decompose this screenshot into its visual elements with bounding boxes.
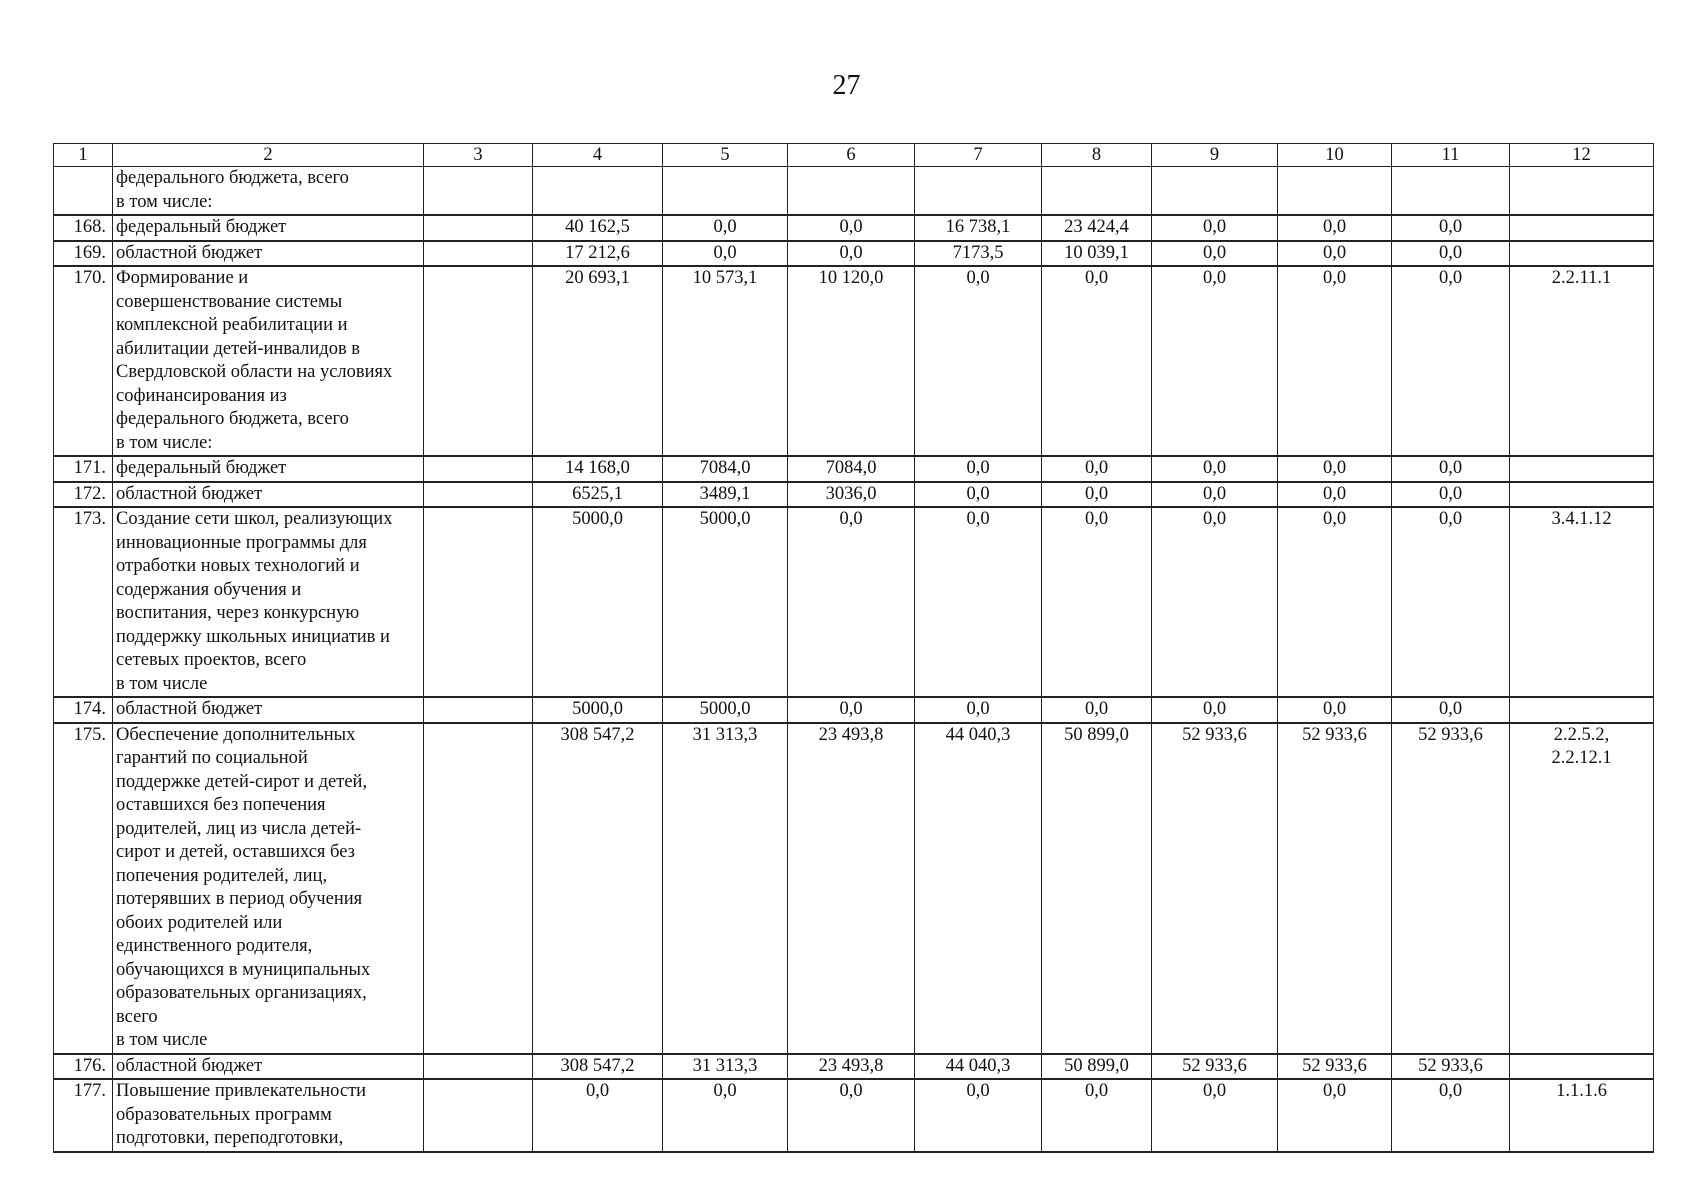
row-value: 10 573,1 [663,266,788,456]
row-value: 0,0 [915,266,1042,456]
row-code [1510,241,1654,267]
column-header: 1 [54,144,113,167]
row-description: областной бюджет [113,482,424,508]
row-value: 0,0 [788,697,915,723]
table-row [54,215,1654,241]
row-value: 17 212,6 [533,241,663,267]
row-value: 0,0 [788,241,915,267]
row-value: 0,0 [663,241,788,267]
row-value: 0,0 [1278,241,1392,267]
row-number: 177. [54,1079,113,1152]
row-value: 50 899,0 [1042,723,1152,1054]
row-value: 5000,0 [663,697,788,723]
row-value: 0,0 [1278,456,1392,482]
row-value: 52 933,6 [1392,723,1510,1054]
row-value: 7173,5 [915,241,1042,267]
row-value: 5000,0 [533,507,663,697]
row-value: 50 899,0 [1042,1054,1152,1080]
row-value: 20 693,1 [533,266,663,456]
row-value: 0,0 [1152,215,1278,241]
row-column-3 [424,1054,533,1080]
row-value: 0,0 [1152,507,1278,697]
row-number: 171. [54,456,113,482]
column-header: 2 [113,144,424,167]
page-number: 27 [832,70,861,101]
row-value: 0,0 [788,215,915,241]
row-value: 7084,0 [788,456,915,482]
row-description: Обеспечение дополнительных гарантий по социальной поддержке детей-сирот и детей, оставшихся без попечения родителей, лиц из числа детей- сирот и детей, оставшихся без попечения родителей, лиц, потерявших в период обучения обоих родителей или единственного родителя, обучающихся в муниципальных образовательных организациях, всего в том числе [113,723,424,1054]
row-value: 40 162,5 [533,215,663,241]
column-header: 11 [1392,144,1510,167]
row-value: 0,0 [1278,482,1392,508]
row-value: 0,0 [1392,456,1510,482]
row-value: 0,0 [788,1079,915,1152]
row-value: 0,0 [1392,266,1510,456]
row-value: 0,0 [1152,482,1278,508]
row-value: 0,0 [663,1079,788,1152]
row-value: 52 933,6 [1392,1054,1510,1080]
row-column-3 [424,723,533,1054]
table-row [54,266,1654,456]
column-header: 10 [1278,144,1392,167]
row-code [1510,482,1654,508]
row-column-3 [424,482,533,508]
table-row [54,167,1654,216]
row-value: 0,0 [533,1079,663,1152]
row-description: областной бюджет [113,241,424,267]
row-description: Повышение привлекательности образовательных программ подготовки, переподготовки, [113,1079,424,1152]
row-value: 0,0 [1392,482,1510,508]
row-column-3 [424,266,533,456]
row-value: 0,0 [1042,266,1152,456]
column-number-row [54,144,1654,167]
row-description: федеральный бюджет [113,215,424,241]
row-value [1278,167,1392,216]
row-value: 3489,1 [663,482,788,508]
row-value: 23 493,8 [788,1054,915,1080]
row-value: 23 493,8 [788,723,915,1054]
row-value: 52 933,6 [1278,1054,1392,1080]
row-value [533,167,663,216]
column-header: 7 [915,144,1042,167]
row-number: 170. [54,266,113,456]
table-row [54,241,1654,267]
row-description: Создание сети школ, реализующих инновационные программы для отработки новых технологий и содержания обучения и воспитания, через конкурсную поддержку школьных инициатив и сетевых проектов, всего в том числе [113,507,424,697]
row-value: 5000,0 [533,697,663,723]
row-code: 1.1.1.6 [1510,1079,1654,1152]
row-column-3 [424,1079,533,1152]
row-value: 0,0 [1042,482,1152,508]
column-header: 4 [533,144,663,167]
row-description: федеральный бюджет [113,456,424,482]
row-number: 176. [54,1054,113,1080]
table-row [54,482,1654,508]
row-value: 0,0 [1042,697,1152,723]
row-column-3 [424,507,533,697]
row-value: 52 933,6 [1152,723,1278,1054]
row-value: 0,0 [1278,266,1392,456]
row-value: 0,0 [915,507,1042,697]
row-value: 7084,0 [663,456,788,482]
row-value: 5000,0 [663,507,788,697]
row-value [663,167,788,216]
row-value: 3036,0 [788,482,915,508]
row-value: 0,0 [1392,241,1510,267]
table-body [54,167,1654,1152]
table-row [54,507,1654,697]
row-column-3 [424,456,533,482]
column-header: 12 [1510,144,1654,167]
row-code: 2.2.11.1 [1510,266,1654,456]
table-row [54,1054,1654,1080]
row-value: 52 933,6 [1152,1054,1278,1080]
row-value: 0,0 [915,456,1042,482]
table-row [54,1079,1654,1152]
column-header: 3 [424,144,533,167]
row-value: 44 040,3 [915,723,1042,1054]
row-value: 0,0 [1042,1079,1152,1152]
column-header: 6 [788,144,915,167]
row-value: 0,0 [1042,456,1152,482]
row-column-3 [424,697,533,723]
row-value: 0,0 [1152,456,1278,482]
row-description: Формирование и совершенствование системы комплексной реабилитации и абилитации детей-инвалидов в Свердловской области на условиях софинансирования из федерального бюджета, всего в том числе: [113,266,424,456]
row-code [1510,697,1654,723]
row-column-3 [424,215,533,241]
row-value: 23 424,4 [1042,215,1152,241]
table-row [54,456,1654,482]
table-row [54,723,1654,1054]
column-header: 8 [1042,144,1152,167]
column-header: 5 [663,144,788,167]
row-value: 6525,1 [533,482,663,508]
row-number: 168. [54,215,113,241]
row-value: 0,0 [1042,507,1152,697]
row-value: 16 738,1 [915,215,1042,241]
row-value: 0,0 [1392,697,1510,723]
row-value: 10 120,0 [788,266,915,456]
row-value: 0,0 [1152,241,1278,267]
row-value: 0,0 [1278,507,1392,697]
row-column-3 [424,167,533,216]
row-value: 0,0 [1152,266,1278,456]
table-row [54,697,1654,723]
row-value: 14 168,0 [533,456,663,482]
row-value: 0,0 [1278,1079,1392,1152]
row-value: 308 547,2 [533,723,663,1054]
row-value: 52 933,6 [1278,723,1392,1054]
column-header: 9 [1152,144,1278,167]
row-value: 0,0 [1278,697,1392,723]
row-value [1392,167,1510,216]
row-value: 0,0 [1392,507,1510,697]
row-value: 0,0 [915,697,1042,723]
row-value: 0,0 [788,507,915,697]
row-value: 0,0 [915,482,1042,508]
row-value [1042,167,1152,216]
row-value: 31 313,3 [663,723,788,1054]
row-description: областной бюджет [113,697,424,723]
row-value: 10 039,1 [1042,241,1152,267]
row-code: 2.2.5.2, 2.2.12.1 [1510,723,1654,1054]
row-number: 172. [54,482,113,508]
row-value: 0,0 [915,1079,1042,1152]
row-value [915,167,1042,216]
row-number: 175. [54,723,113,1054]
row-value [1152,167,1278,216]
row-column-3 [424,241,533,267]
row-number: 173. [54,507,113,697]
budget-table [53,143,1654,1153]
row-number: 174. [54,697,113,723]
row-number [54,167,113,216]
row-value: 0,0 [1392,1079,1510,1152]
row-description: федерального бюджета, всего в том числе: [113,167,424,216]
row-value: 0,0 [1278,215,1392,241]
row-code [1510,456,1654,482]
row-value: 308 547,2 [533,1054,663,1080]
row-value: 0,0 [1392,215,1510,241]
row-value: 0,0 [1152,1079,1278,1152]
row-number: 169. [54,241,113,267]
row-value: 31 313,3 [663,1054,788,1080]
row-code [1510,167,1654,216]
row-code: 3.4.1.12 [1510,507,1654,697]
row-code [1510,1054,1654,1080]
row-value: 0,0 [1152,697,1278,723]
row-value [788,167,915,216]
row-value: 0,0 [663,215,788,241]
row-description: областной бюджет [113,1054,424,1080]
row-code [1510,215,1654,241]
row-value: 44 040,3 [915,1054,1042,1080]
